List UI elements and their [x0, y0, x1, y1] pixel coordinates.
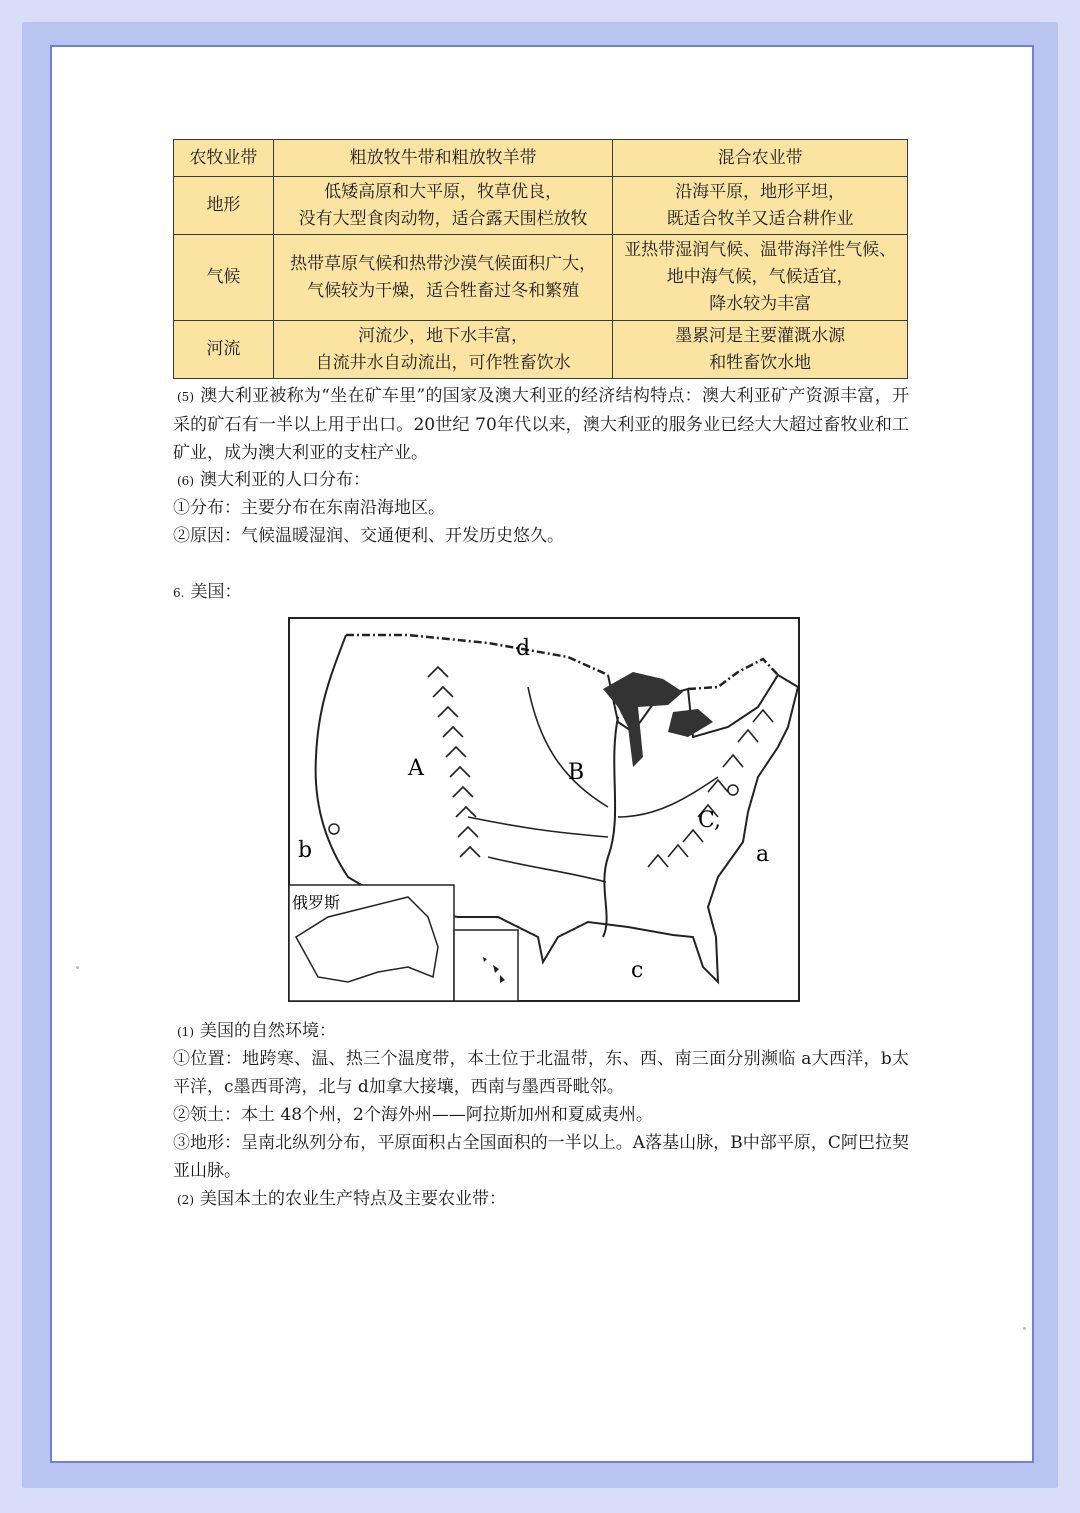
usa-agriculture-heading: (2) 美国本土的农业生产特点及主要农业带：: [177, 1189, 506, 1209]
label-b: b: [298, 838, 313, 863]
label-russia: 俄罗斯: [292, 893, 341, 912]
usa-nature-heading: (1) 美国的自然环境：: [177, 1021, 336, 1041]
table-cell: 热带草原气候和热带沙漠气候面积广大， 气候较为干燥，适合牲畜过冬和繁殖: [273, 235, 613, 321]
row-label: 河流: [174, 321, 274, 379]
hawaii-inset: [454, 930, 518, 1001]
west-coast-city: [329, 824, 339, 834]
usa-territory: ②领土：本土 48个州，2个海外州——阿拉斯加州和夏威夷州。: [173, 1105, 653, 1125]
agriculture-table: [173, 139, 908, 379]
east-coast-city: [728, 785, 738, 795]
table-header-cell: 粗放牧牛带和粗放牧羊带: [273, 140, 613, 177]
label-C: C,: [698, 808, 722, 833]
row-label: 地形: [174, 177, 274, 235]
row-label: 气候: [174, 235, 274, 321]
table-header-cell: 农牧业带: [174, 140, 274, 177]
table-cell: 低矮高原和大平原，牧草优良， 没有大型食肉动物，适合露天围栏放牧: [273, 177, 613, 235]
table-cell: 墨累河是主要灌溉水源 和牲畜饮水地: [613, 321, 908, 379]
label-d: d: [516, 636, 531, 661]
usa-heading: 6. 美国：: [173, 582, 242, 602]
table-header-row: [174, 140, 908, 177]
label-A: A: [408, 756, 424, 781]
label-a: a: [756, 842, 770, 867]
population-distribution: ①分布：主要分布在东南沿海地区。: [173, 498, 445, 518]
table-header-cell: 混合农业带: [613, 140, 908, 177]
australia-population-heading: (6) 澳大利亚的人口分布：: [177, 470, 370, 490]
australia-economy-paragraph: (5) 澳大利亚被称为“坐在矿车里”的国家及澳大利亚的经济结构特点：澳大利亚矿产资源丰富，开采的矿石有一半以上用于出口。20世纪 70年代以来，澳大利亚的服务业已经大大超过畜牧业和工矿业，成为澳大利亚的支柱产业。: [173, 386, 909, 463]
scan-speck: [1023, 1327, 1026, 1330]
label-c: c: [631, 958, 644, 983]
table-cell: 沿海平原，地形平坦， 既适合牧羊又适合耕作业: [613, 177, 908, 235]
table-row: [174, 321, 908, 379]
table-cell: 亚热带湿润气候、温带海洋性气候、 地中海气候，气候适宜， 降水较为丰富: [613, 235, 908, 321]
table-row: [174, 235, 908, 321]
population-reason: ②原因：气候温暖湿润、交通便利、开发历史悠久。: [173, 526, 564, 546]
scan-speck: [76, 966, 79, 969]
usa-terrain: ③地形：呈南北纵列分布，平原面积占全国面积的一半以上。A落基山脉，B中部平原，C阿巴拉契亚山脉。: [173, 1133, 909, 1181]
table-cell: 河流少，地下水丰富， 自流井水自动流出，可作牲畜饮水: [273, 321, 613, 379]
table-row: [174, 177, 908, 235]
usa-location: ①位置：地跨寒、温、热三个温度带，本土位于北温带，东、西、南三面分别濒临 a大西洋，b太平洋，c墨西哥湾，北与 d加拿大接壤，西南与墨西哥毗邻。: [173, 1049, 909, 1097]
label-B: B: [568, 760, 585, 785]
usa-map: [288, 617, 800, 1002]
